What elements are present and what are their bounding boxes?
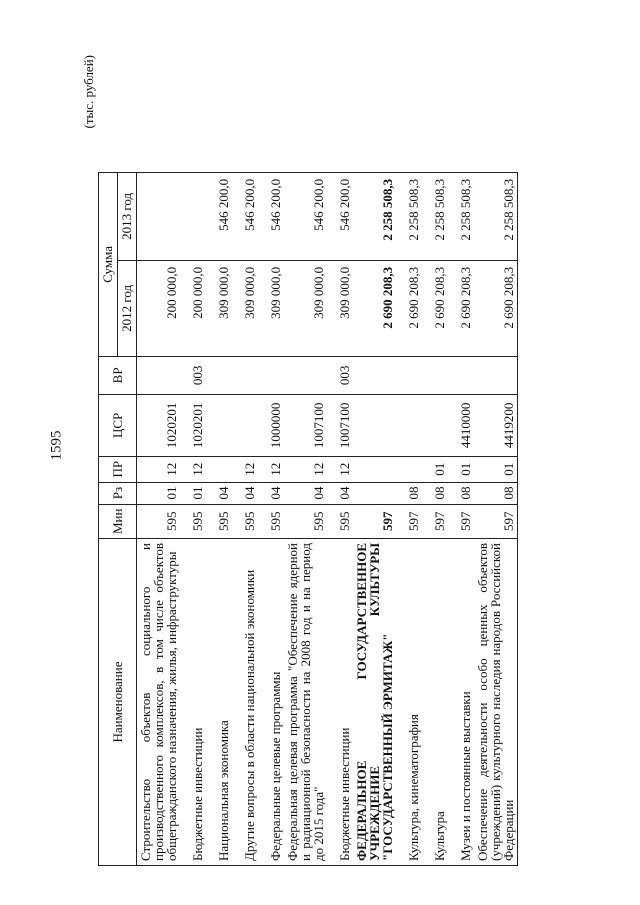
row-vr bbox=[422, 356, 448, 394]
row-name: Федеральная целевая программа "Обеспечение ядерной и радиационной безопасности на 2008 год и на период до 2015 года" bbox=[284, 539, 327, 866]
header-2013: 2013 год bbox=[118, 172, 137, 260]
row-name: Бюджетные инвестиции bbox=[327, 539, 353, 866]
row-rz: 08 bbox=[448, 482, 474, 504]
row-name: Строительство объектов социального и производственного комплексов, в том числе объектов общегражданского назначения, жилья, инфраструктуры bbox=[137, 539, 181, 866]
row-csr: 1000000 bbox=[258, 394, 284, 456]
table-row bbox=[232, 172, 258, 865]
rotated-page bbox=[78, 20, 598, 880]
row-pr: 12 bbox=[284, 456, 327, 482]
row-csr bbox=[396, 394, 422, 456]
row-rz: 08 bbox=[474, 482, 518, 504]
row-2013: 546 200,0 bbox=[327, 172, 353, 260]
row-2013: 2 258 508,3 bbox=[422, 172, 448, 260]
row-name: Бюджетные инвестиции bbox=[180, 539, 206, 866]
row-rz: 01 bbox=[180, 482, 206, 504]
row-vr bbox=[396, 356, 422, 394]
row-csr: 1007100 bbox=[284, 394, 327, 456]
row-vr bbox=[474, 356, 518, 394]
row-vr bbox=[258, 356, 284, 394]
row-pr: 12 bbox=[180, 456, 206, 482]
table-row bbox=[448, 172, 474, 865]
table-row bbox=[206, 172, 232, 865]
row-vr bbox=[206, 356, 232, 394]
row-rz: 08 bbox=[396, 482, 422, 504]
header-vr: ВР bbox=[99, 356, 137, 394]
row-pr: 12 bbox=[327, 456, 353, 482]
row-csr: 1020201 bbox=[180, 394, 206, 456]
row-2013 bbox=[180, 172, 206, 260]
header-rz: Рз bbox=[99, 482, 137, 504]
row-pr: 01 bbox=[448, 456, 474, 482]
table-row bbox=[474, 172, 518, 865]
budget-table bbox=[98, 172, 518, 866]
row-min: 597 bbox=[474, 504, 518, 538]
row-vr: 003 bbox=[327, 356, 353, 394]
row-vr bbox=[353, 356, 396, 394]
row-min: 597 bbox=[448, 504, 474, 538]
table-body bbox=[137, 172, 518, 865]
row-vr: 003 bbox=[180, 356, 206, 394]
row-vr bbox=[137, 356, 181, 394]
row-rz: 04 bbox=[232, 482, 258, 504]
row-rz: 04 bbox=[206, 482, 232, 504]
row-name: Национальная экономика bbox=[206, 539, 232, 866]
row-rz: 04 bbox=[258, 482, 284, 504]
row-2012: 200 000,0 bbox=[137, 260, 181, 356]
row-min: 595 bbox=[180, 504, 206, 538]
row-pr: 12 bbox=[137, 456, 181, 482]
row-name: ФЕДЕРАЛЬНОЕ ГОСУДАРСТВЕННОЕ УЧРЕЖДЕНИЕ КУЛЬТУРЫ "ГОСУДАРСТВЕННЫЙ ЭРМИТАЖ" bbox=[353, 539, 396, 866]
row-csr bbox=[206, 394, 232, 456]
row-2013 bbox=[137, 172, 181, 260]
row-csr: 4419200 bbox=[474, 394, 518, 456]
table-row bbox=[137, 172, 181, 865]
header-pr: ПР bbox=[99, 456, 137, 482]
table-row bbox=[284, 172, 327, 865]
row-csr: 4410000 bbox=[448, 394, 474, 456]
row-pr: 01 bbox=[474, 456, 518, 482]
row-2012: 309 000,0 bbox=[232, 260, 258, 356]
row-csr bbox=[353, 394, 396, 456]
table-row bbox=[353, 172, 396, 865]
row-2012: 2 690 208,3 bbox=[474, 260, 518, 356]
row-min: 595 bbox=[284, 504, 327, 538]
table-row bbox=[258, 172, 284, 865]
row-name: Культура bbox=[422, 539, 448, 866]
row-2013: 2 258 508,3 bbox=[353, 172, 396, 260]
row-2013: 2 258 508,3 bbox=[396, 172, 422, 260]
row-2013: 546 200,0 bbox=[284, 172, 327, 260]
row-rz bbox=[353, 482, 396, 504]
header-min: Мин bbox=[99, 504, 137, 538]
row-2013: 2 258 508,3 bbox=[448, 172, 474, 260]
row-csr bbox=[422, 394, 448, 456]
table-row bbox=[180, 172, 206, 865]
row-csr: 1020201 bbox=[137, 394, 181, 456]
row-pr: 12 bbox=[232, 456, 258, 482]
row-min: 595 bbox=[232, 504, 258, 538]
row-pr: 01 bbox=[422, 456, 448, 482]
row-name: Федеральные целевые программы bbox=[258, 539, 284, 866]
row-pr bbox=[353, 456, 396, 482]
table-row bbox=[422, 172, 448, 865]
row-2013: 546 200,0 bbox=[232, 172, 258, 260]
row-pr bbox=[396, 456, 422, 482]
row-csr: 1007100 bbox=[327, 394, 353, 456]
header-sum: Сумма bbox=[99, 172, 118, 356]
row-min: 597 bbox=[422, 504, 448, 538]
row-min: 595 bbox=[137, 504, 181, 538]
row-min: 595 bbox=[327, 504, 353, 538]
row-vr bbox=[448, 356, 474, 394]
row-name: Культура, кинематография bbox=[396, 539, 422, 866]
row-2012: 2 690 208,3 bbox=[353, 260, 396, 356]
row-min: 597 bbox=[396, 504, 422, 538]
row-pr bbox=[206, 456, 232, 482]
row-2013: 546 200,0 bbox=[258, 172, 284, 260]
row-min: 595 bbox=[258, 504, 284, 538]
table-row bbox=[396, 172, 422, 865]
row-2013: 546 200,0 bbox=[206, 172, 232, 260]
header-2012: 2012 год bbox=[118, 260, 137, 356]
row-name: Обеспечение деятельности особо ценных объектов (учреждений) культурного наследия народов Российской Федерации bbox=[474, 539, 518, 866]
row-2012: 309 000,0 bbox=[206, 260, 232, 356]
row-2013: 2 258 508,3 bbox=[474, 172, 518, 260]
row-csr bbox=[232, 394, 258, 456]
header-csr: ЦСР bbox=[99, 394, 137, 456]
page-number: 1595 bbox=[48, 430, 65, 461]
row-vr bbox=[284, 356, 327, 394]
row-rz: 01 bbox=[137, 482, 181, 504]
row-vr bbox=[232, 356, 258, 394]
unit-label: (тыс. рублей) bbox=[81, 55, 96, 129]
row-min: 595 bbox=[206, 504, 232, 538]
row-name: Другие вопросы в области национальной экономики bbox=[232, 539, 258, 866]
row-2012: 2 690 208,3 bbox=[422, 260, 448, 356]
row-rz: 04 bbox=[284, 482, 327, 504]
row-2012: 200 000,0 bbox=[180, 260, 206, 356]
row-2012: 309 000,0 bbox=[258, 260, 284, 356]
header-name: Наименование bbox=[99, 539, 137, 866]
table-row bbox=[327, 172, 353, 865]
row-2012: 309 000,0 bbox=[327, 260, 353, 356]
row-2012: 2 690 208,3 bbox=[448, 260, 474, 356]
row-name: Музеи и постоянные выставки bbox=[448, 539, 474, 866]
row-2012: 2 690 208,3 bbox=[396, 260, 422, 356]
row-rz: 04 bbox=[327, 482, 353, 504]
row-rz: 08 bbox=[422, 482, 448, 504]
row-2012: 309 000,0 bbox=[284, 260, 327, 356]
row-min: 597 bbox=[353, 504, 396, 538]
row-pr: 12 bbox=[258, 456, 284, 482]
